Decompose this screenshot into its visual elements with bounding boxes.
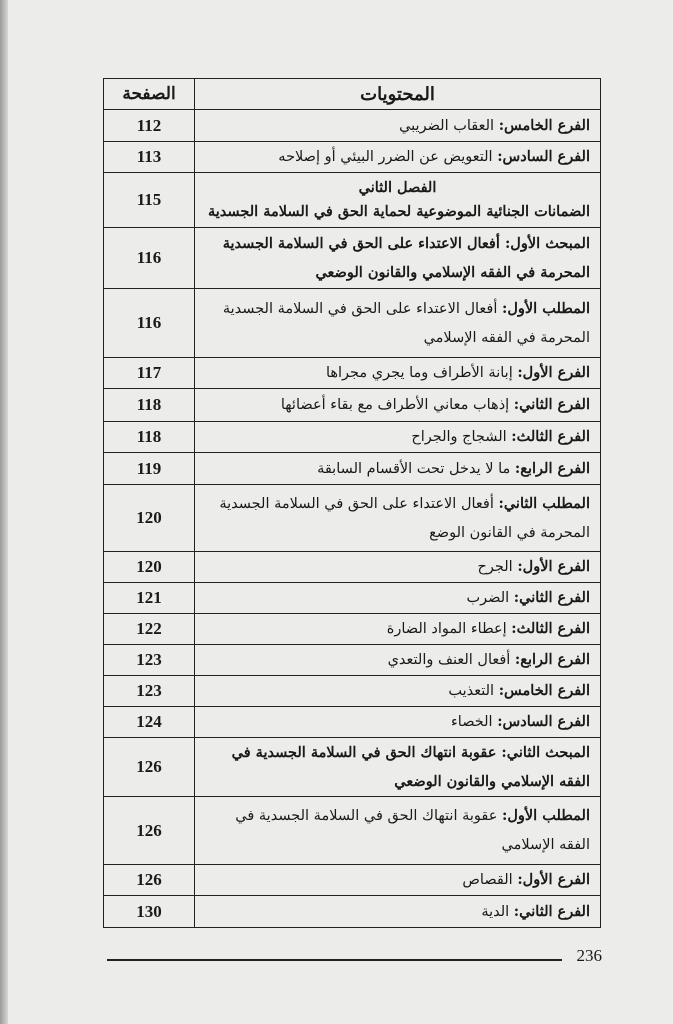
entry-label: الفرع الأول: [517, 364, 590, 381]
entry-text [195, 289, 601, 358]
entry-text [195, 228, 601, 289]
entry-page: 117 [104, 358, 195, 389]
entry-label: المطلب الأول: [502, 299, 590, 317]
entry-page: 119 [104, 453, 195, 485]
table-row [104, 614, 601, 645]
entry-page: 130 [104, 896, 195, 928]
entry-title: القصاص [462, 872, 513, 888]
entry-label: الفرع الثاني: [513, 902, 590, 920]
entry-page: 124 [104, 707, 195, 738]
entry-title: الجرح [477, 559, 513, 575]
table-of-contents [103, 78, 601, 928]
entry-text [195, 422, 601, 453]
contents-header: المحتويات [195, 79, 601, 110]
entry-label: الفرع الرابع: [514, 459, 590, 477]
entry-label: الفرع الثالث: [511, 620, 590, 637]
table-row [104, 865, 601, 896]
entry-title: التعويض عن الضرر البيئي أو إصلاحه [278, 149, 493, 165]
entry-page: 123 [104, 676, 195, 707]
entry-title: إذهاب معاني الأطراف مع بقاء أعضائها [280, 397, 510, 413]
entry-text [195, 173, 601, 228]
table-row [104, 289, 601, 358]
table-row [104, 738, 601, 797]
header-row [104, 79, 601, 110]
entry-page: 126 [104, 738, 195, 797]
entry-title: أفعال العنف والتعدي [387, 652, 511, 668]
table-row [104, 552, 601, 583]
entry-title: أفعال الاعتداء على الحق في السلامة الجسدية المحرمة في القانون الوضع [219, 495, 590, 541]
entry-label: الفرع السادس: [497, 148, 590, 165]
entry-text [195, 358, 601, 389]
entry-label: المبحث الأول: [504, 235, 590, 252]
entry-label: المبحث الثاني: [501, 744, 590, 761]
table-row [104, 797, 601, 865]
entry-title: إعطاء المواد الضارة [386, 621, 507, 637]
table-row [104, 110, 601, 142]
entry-page: 113 [104, 142, 195, 173]
table-row [104, 583, 601, 614]
page-number: 236 [576, 946, 602, 965]
entry-label: الفرع الأول: [517, 558, 590, 575]
entry-label: الفرع الثالث: [511, 428, 590, 445]
footer-rule [107, 959, 562, 961]
entry-title: الضرب [466, 590, 510, 606]
entry-label: الفرع الثاني: [513, 396, 590, 413]
table-row [104, 228, 601, 289]
entry-title: أفعال الاعتداء على الحق في السلامة الجسدية المحرمة في الفقه الإسلامي والقانون الوضعي [222, 235, 590, 281]
entry-title: الشجاج والجراح [411, 429, 507, 445]
entry-page: 118 [104, 422, 195, 453]
entry-text [195, 865, 601, 896]
entry-text [195, 614, 601, 645]
table-row [104, 707, 601, 738]
entry-text [195, 707, 601, 738]
entry-title: ما لا يدخل تحت الأقسام السابقة [317, 460, 511, 477]
table-row [104, 676, 601, 707]
entry-label: الفرع الخامس: [498, 116, 590, 134]
table-row [104, 422, 601, 453]
entry-page: 115 [104, 173, 195, 228]
table-row [104, 645, 601, 676]
entry-text [195, 142, 601, 173]
entry-title: إبانة الأطراف وما يجري مجراها [325, 365, 513, 381]
table-row [104, 485, 601, 552]
entry-text [195, 738, 601, 797]
entry-label: الفرع السادس: [497, 713, 590, 730]
entry-page: 122 [104, 614, 195, 645]
entry-label: المطلب الأول: [502, 807, 590, 824]
entry-label: الفرع الخامس: [498, 682, 590, 699]
entry-title: التعذيب [448, 683, 495, 699]
table-row [104, 142, 601, 173]
entry-page: 120 [104, 485, 195, 552]
chapter-title: الفصل الثاني [358, 179, 437, 196]
entry-label: الفرع الثاني: [513, 589, 590, 606]
entry-label: الفرع الرابع: [514, 651, 590, 668]
entry-page: 116 [104, 228, 195, 289]
entry-title: عقوبة انتهاك الحق في السلامة الجسدية في الفقه الإسلامي [235, 808, 590, 853]
entry-label: الفرع الأول: [517, 871, 590, 888]
entry-title: عقوبة انتهاك الحق في السلامة الجسدية في الفقه الإسلامي والقانون الوضعي [231, 744, 590, 790]
entry-title: الدية [481, 903, 510, 920]
table-row [104, 173, 601, 228]
entry-page: 123 [104, 645, 195, 676]
entry-text [195, 552, 601, 583]
entry-text [195, 485, 601, 552]
entry-text [195, 110, 601, 142]
entry-page: 121 [104, 583, 195, 614]
entry-text [195, 645, 601, 676]
entry-page: 118 [104, 389, 195, 422]
entry-title: العقاب الضريبي [399, 117, 495, 134]
entry-page: 126 [104, 797, 195, 865]
table-row [104, 358, 601, 389]
table-row [104, 896, 601, 928]
page-footer [107, 946, 602, 970]
entry-text [195, 583, 601, 614]
entry-text [195, 797, 601, 865]
entry-page: 126 [104, 865, 195, 896]
entry-label: المطلب الثاني: [498, 494, 590, 512]
table-row [104, 453, 601, 485]
entry-text [195, 389, 601, 422]
entry-text [195, 896, 601, 928]
entry-page: 112 [104, 110, 195, 142]
page-header: الصفحة [104, 79, 195, 110]
entry-text [195, 676, 601, 707]
chapter-subtitle: الضمانات الجنائية الموضوعية لحماية الحق في السلامة الجسدية [207, 203, 590, 220]
table-row [104, 389, 601, 422]
entry-page: 120 [104, 552, 195, 583]
entry-page: 116 [104, 289, 195, 358]
entry-title: أفعال الاعتداء على الحق في السلامة الجسدية المحرمة في الفقه الإسلامي [222, 300, 590, 346]
entry-text [195, 453, 601, 485]
entry-title: الخصاء [450, 714, 493, 730]
page-binding-edge [0, 0, 8, 1024]
